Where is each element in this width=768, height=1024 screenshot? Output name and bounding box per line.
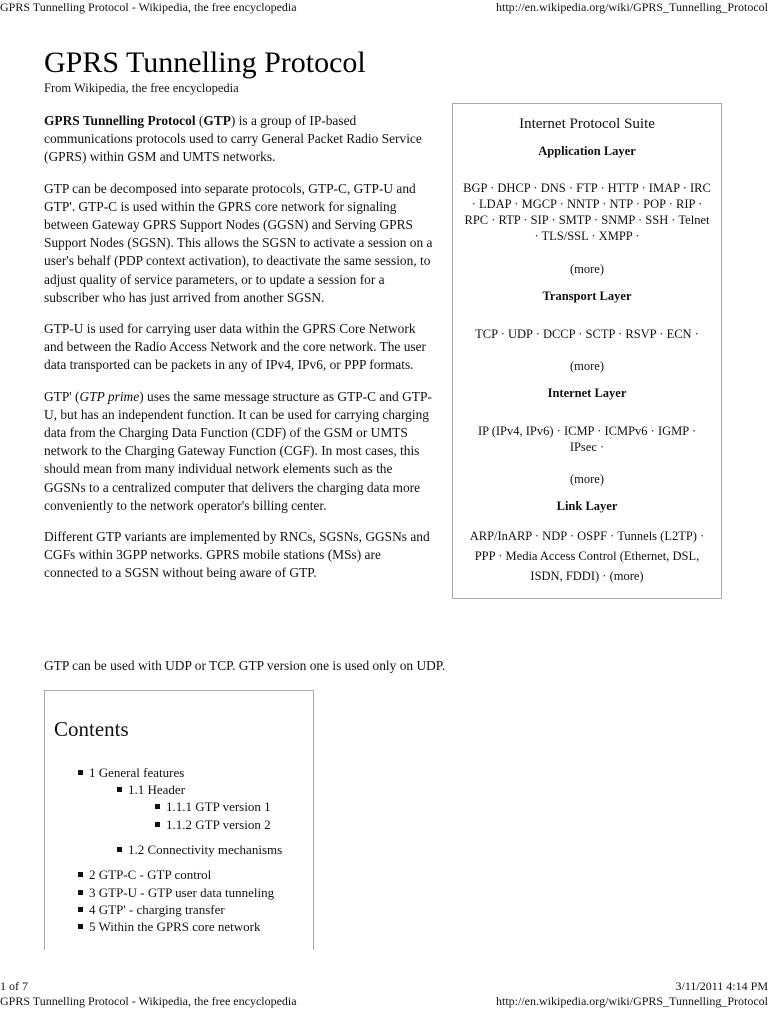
toc-item[interactable] <box>155 799 271 815</box>
gtp-prime-italic: GTP prime <box>79 388 140 404</box>
paragraph-gtp-prime <box>44 388 436 515</box>
infobox-heading-internet[interactable]: Internet Layer <box>547 386 627 400</box>
toc-item-label[interactable]: 4 GTP' - charging transfer <box>89 902 225 917</box>
page-count: 1 of 7 <box>0 979 28 993</box>
paragraph-protocols: GTP can be decomposed into separate protocols, GTP-C, GTP-U and GTP'. GTP-C is used within the GPRS core network for signaling between Gateway GPRS Support Nodes (GGSN) and Serving GPRS Support Nodes (SGSN). This allows the SGSN to activate a session on a user's behalf (PDP context activation), to deactivate the same session, to adjust quality of service parameters, or to update a session for a subscriber who has just arrived from another SGSN. <box>44 180 433 305</box>
intro-rest: ) is a group of IP-based communications protocols used to carry General Packet Radio Service (GPRS) within GSM and UMTS networks. <box>44 113 422 165</box>
toc-item-label[interactable]: 3 GTP-U - GTP user data tunneling <box>89 885 275 900</box>
toc-item-label[interactable]: 1 General features <box>89 765 185 780</box>
toc-item-label[interactable]: 1.1.2 GTP version 2 <box>166 817 271 832</box>
bullet-icon <box>155 804 160 809</box>
infobox-heading-link[interactable]: Link Layer <box>556 499 618 513</box>
page-title: GPRS Tunnelling Protocol <box>44 46 366 79</box>
bullet-icon <box>117 847 122 852</box>
toc-item[interactable] <box>78 765 184 781</box>
infobox-list-internet[interactable]: IP (IPv4, IPv6) · ICMP · ICMPv6 · IGMP · IPsec · <box>477 424 697 454</box>
infobox-list-link[interactable]: ARP/InARP · NDP · OSPF · Tunnels (L2TP) · PPP · Media Access Control (Ethernet, DSL, ISDN, FDDI) · (more) <box>469 529 705 583</box>
bullet-icon <box>78 907 83 912</box>
infobox-list-application[interactable]: BGP · DHCP · DNS · FTP · HTTP · IMAP · IRC · LDAP · MGCP · NNTP · NTP · POP · RIP · RPC · RTP · SIP · SMTP · SNMP · SSH · Telnet · TLS/SSL · XMPP · <box>463 181 711 243</box>
toc-item-label[interactable]: 1.2 Connectivity mechanisms <box>128 842 283 857</box>
infobox-title[interactable]: Internet Protocol Suite <box>519 116 655 132</box>
toc-item[interactable] <box>155 817 271 833</box>
page-tagline: From Wikipedia, the free encyclopedia <box>44 81 239 95</box>
print-header-url[interactable]: http://en.wikipedia.org/wiki/GPRS_Tunnelling_Protocol <box>495 0 768 14</box>
infobox-more-internet[interactable]: (more) <box>569 472 604 486</box>
abbr-bold: GTP <box>203 113 231 128</box>
infobox-more-application[interactable]: (more) <box>569 262 604 276</box>
toc-title: Contents <box>54 717 129 741</box>
gtp-prime-start: GTP' ( <box>44 388 80 404</box>
toc-item-label[interactable]: 5 Within the GPRS core network <box>89 919 261 934</box>
toc-item[interactable] <box>78 867 211 883</box>
print-datetime: 3/11/2011 4:14 PM <box>675 979 768 993</box>
paragraph-gtp-u: GTP-U is used for carrying user data within the GPRS Core Network and between the Radio Access Network and the core network. The user data transported can be packets in any of IPv4, IPv6, or PPP formats. <box>44 321 426 373</box>
article-body <box>44 112 436 596</box>
toc-item[interactable] <box>117 842 282 858</box>
print-header-title: GPRS Tunnelling Protocol - Wikipedia, the free encyclopedia <box>0 0 297 14</box>
paragraph-udp-tcp: GTP can be used with UDP or TCP. GTP version one is used only on UDP. <box>44 658 446 673</box>
toc-item[interactable] <box>117 782 185 798</box>
bullet-icon <box>78 872 83 877</box>
bullet-icon <box>78 890 83 895</box>
toc-item-label[interactable]: 1.1.1 GTP version 1 <box>166 799 271 814</box>
bullet-icon <box>78 924 83 929</box>
print-footer-title: GPRS Tunnelling Protocol - Wikipedia, the free encyclopedia <box>0 994 297 1008</box>
print-footer-url[interactable]: http://en.wikipedia.org/wiki/GPRS_Tunnelling_Protocol <box>495 994 768 1008</box>
bullet-icon <box>117 787 122 792</box>
paragraph-variants: Different GTP variants are implemented by RNCs, SGSNs, GGSNs and CGFs within 3GPP networks. GPRS mobile stations (MSs) are connected to a SGSN without being aware of GTP. <box>44 529 430 581</box>
toc-item[interactable] <box>78 885 274 901</box>
table-of-contents <box>44 690 314 950</box>
infobox-list-transport[interactable]: TCP · UDP · DCCP · SCTP · RSVP · ECN · <box>475 327 699 341</box>
intro-paragraph <box>44 112 436 167</box>
toc-item-label[interactable]: 1.1 Header <box>128 782 186 797</box>
gtp-prime-rest: ) uses the same message structure as GTP-C and GTP-U, but has an independent function. It can be used for carrying charging data from the Charging Data Function (CDF) of the GSM or UMTS network to the Charging Gateway Function (CGF). In most cases, this should mean from many individual network elements such as the GGSNs to a centralized computer that delivers the charging data more conveniently to the network operator's billing center. <box>44 388 432 513</box>
bullet-icon <box>78 770 83 775</box>
toc-item[interactable] <box>78 902 225 918</box>
infobox-heading-application[interactable]: Application Layer <box>538 144 636 158</box>
toc-item-label[interactable]: 2 GTP-C - GTP control <box>89 867 212 882</box>
infobox-internet-protocol-suite <box>452 103 722 599</box>
toc-item[interactable] <box>78 919 260 935</box>
intro-fragment: ( <box>195 113 204 128</box>
bullet-icon <box>155 822 160 827</box>
infobox-more-transport[interactable]: (more) <box>569 359 604 373</box>
term-bold: GPRS Tunnelling Protocol <box>44 113 196 128</box>
infobox-heading-transport[interactable]: Transport Layer <box>542 289 632 303</box>
